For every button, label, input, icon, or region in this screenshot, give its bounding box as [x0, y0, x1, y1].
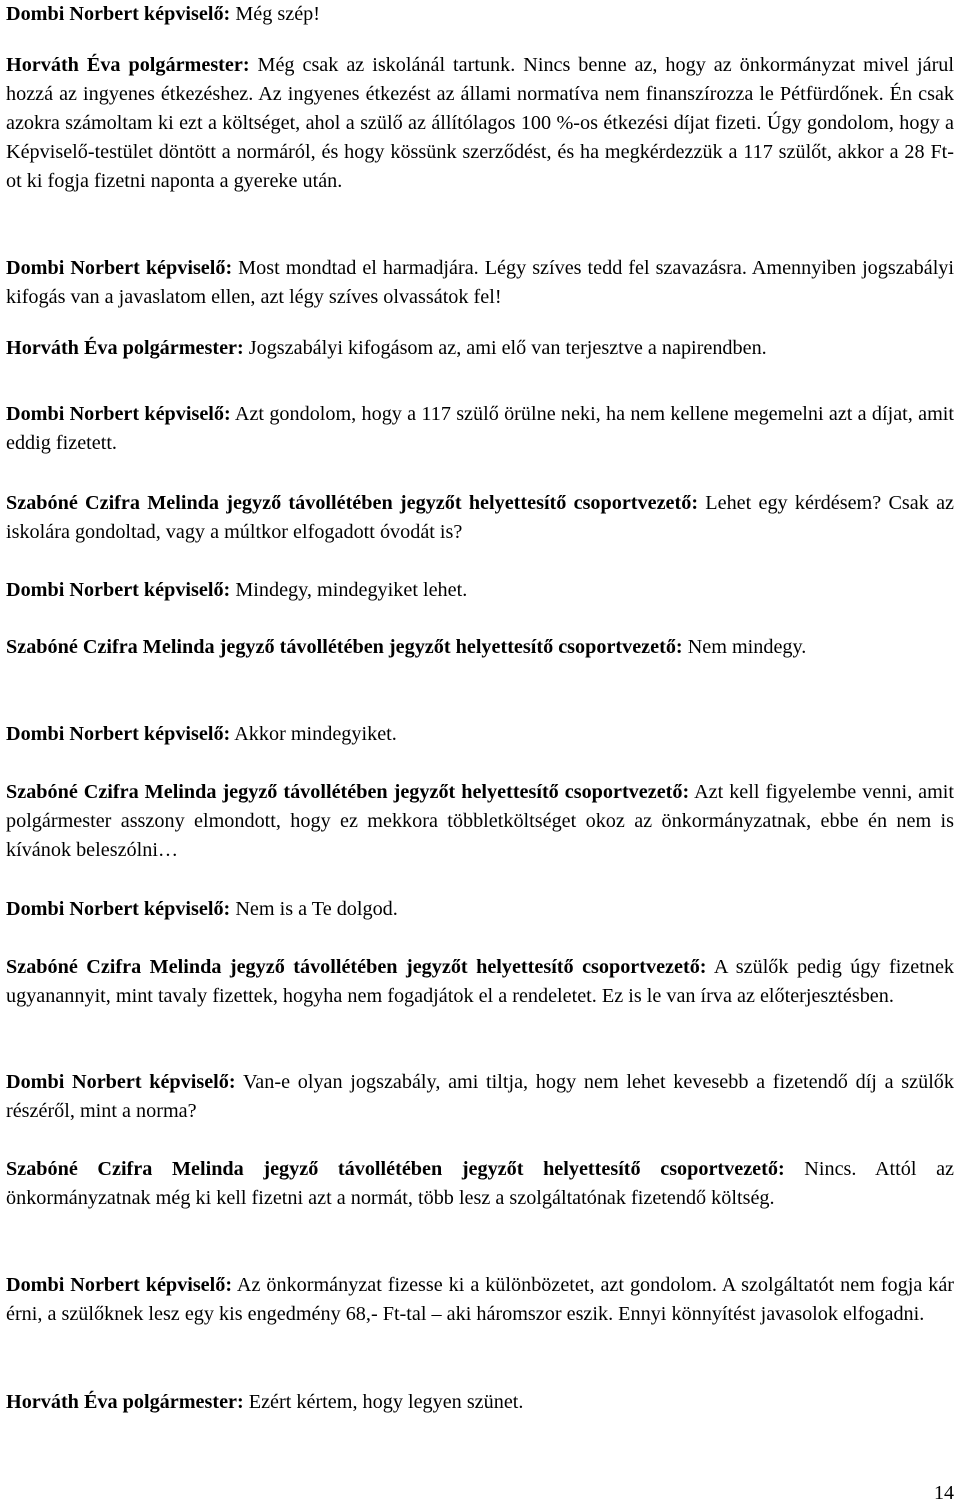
- paragraph-10: [6, 778, 954, 865]
- paragraph-12: [6, 953, 954, 1011]
- speech-text: Még csak az iskolánál tartunk. Nincs benne az, hogy az önkormányzat mivel járul hozzá az ingyenes étkezéshez. Az ingyenes étkezést az állami normatíva nem finanszírozza le Pétfürdőnek. Én csak azokra számoltam ki ezt a költséget, ahol a szülő az állítólagos 100 %-os étkezési díjat fizeti. Úgy gondolom, hogy a Képviselő-testület döntött a normáról, és hogy kössünk szerződést, és ha megkérdezzük a 117 szülőt, akkor a 28 Ft-ot ki fogja fizetni naponta a gyereke után.: [6, 54, 955, 192]
- paragraph-13: [6, 1068, 954, 1126]
- paragraph-6: [6, 489, 954, 547]
- speaker-label: Szabóné Czifra Melinda jegyző távollétében jegyzőt helyettesítő csoportvezető:: [6, 636, 683, 658]
- speech-text: A szülők pedig úgy fizetnek ugyanannyit, mint tavaly fizettek, hogyha nem fogadjátok el a rendeletet. Ez is le van írva az előterjesztésben.: [6, 956, 954, 1007]
- paragraph-5: [6, 400, 954, 458]
- speaker-label: Horváth Éva polgármester:: [6, 54, 250, 76]
- speaker-label: Szabóné Czifra Melinda jegyző távollétében jegyzőt helyettesítő csoportvezető:: [6, 781, 690, 803]
- paragraph-15: [6, 1271, 954, 1329]
- speech-text: Nincs. Attól az önkormányzatnak még ki kell fizetni azt a normát, több lesz a szolgáltatónak fizetendő költség.: [6, 1158, 955, 1209]
- paragraph-11: [6, 895, 954, 924]
- speech-text: Mindegy, mindegyiket lehet.: [230, 579, 468, 601]
- speech-text: Ezért kértem, hogy legyen szünet.: [243, 1391, 524, 1413]
- speech-text: Jogszabályi kifogásom az, ami elő van terjesztve a napirendben.: [243, 337, 767, 359]
- speech-text: Nem mindegy.: [682, 636, 807, 658]
- speaker-label: Dombi Norbert képviselő:: [6, 1274, 233, 1296]
- paragraph-8: [6, 633, 954, 662]
- speaker-label: Horváth Éva polgármester:: [6, 1391, 244, 1413]
- speech-text: Most mondtad el harmadjára. Légy szíves tedd fel szavazásra. Amennyiben jogszabályi kifogás van a javaslatom ellen, azt légy szíves olvassátok fel!: [6, 257, 955, 308]
- speech-text: Azt gondolom, hogy a 117 szülő örülne neki, ha nem kellene megemelni azt a díjat, amit eddig fizetett.: [6, 403, 954, 454]
- speaker-label: Dombi Norbert képviselő:: [6, 3, 231, 25]
- speech-text: Az önkormányzat fizesse ki a különbözetet, azt gondolom. A szolgáltatót nem fogja kár érni, a szülőknek lesz egy kis engedmény 68,- Ft-tal – aki háromszor eszik. Ennyi könnyítést javasolok elfogadni.: [6, 1274, 954, 1325]
- speech-text: Még szép!: [230, 3, 320, 25]
- speech-text: Nem is a Te dolgod.: [230, 898, 398, 920]
- speaker-label: Horváth Éva polgármester:: [6, 337, 244, 359]
- paragraph-7: [6, 576, 954, 605]
- paragraph-9: [6, 720, 954, 749]
- paragraph-14: [6, 1155, 954, 1213]
- paragraph-2: [6, 51, 954, 196]
- speaker-label: Dombi Norbert képviselő:: [6, 1071, 236, 1093]
- speaker-label: Dombi Norbert képviselő:: [6, 898, 231, 920]
- paragraph-3: [6, 254, 954, 312]
- speaker-label: Dombi Norbert képviselő:: [6, 403, 231, 425]
- speaker-label: Dombi Norbert képviselő:: [6, 579, 231, 601]
- page-number: 14: [934, 1482, 954, 1504]
- speaker-label: Dombi Norbert képviselő:: [6, 257, 233, 279]
- speaker-label: Dombi Norbert képviselő:: [6, 723, 231, 745]
- speech-text: Akkor mindegyiket.: [230, 723, 397, 745]
- speaker-label: Szabóné Czifra Melinda jegyző távollétében jegyzőt helyettesítő csoportvezető:: [6, 492, 699, 514]
- paragraph-4: [6, 334, 954, 363]
- speech-text: Lehet egy kérdésem? Csak az iskolára gondoltad, vagy a múltkor elfogadott óvodát is?: [6, 492, 954, 543]
- speech-text: Azt kell figyelembe venni, amit polgármester asszony elmondott, hogy ez mekkora többletköltséget okoz az önkormányzatnak, ebbe én nem is kívánok beleszólni…: [6, 781, 955, 861]
- speaker-label: Szabóné Czifra Melinda jegyző távollétében jegyzőt helyettesítő csoportvezető:: [6, 1158, 785, 1180]
- paragraph-16: [6, 1388, 954, 1417]
- speaker-label: Szabóné Czifra Melinda jegyző távollétében jegyzőt helyettesítő csoportvezető:: [6, 956, 707, 978]
- speech-text: Van-e olyan jogszabály, ami tiltja, hogy nem lehet kevesebb a fizetendő díj a szülők részéről, mint a norma?: [6, 1071, 954, 1122]
- paragraph-1: [6, 0, 954, 29]
